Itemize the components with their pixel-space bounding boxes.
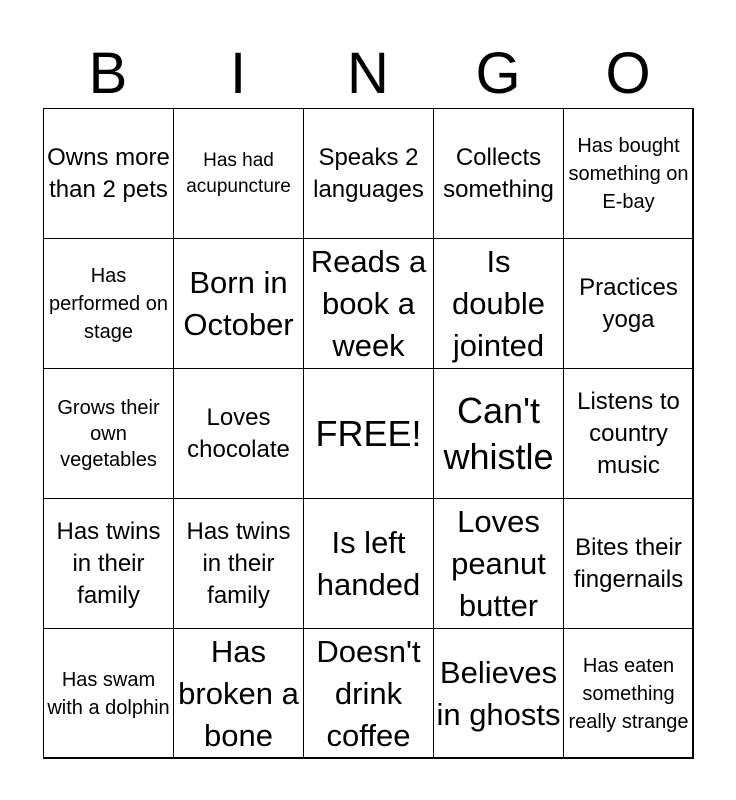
header-letter-o: O xyxy=(605,41,651,106)
bingo-cell-text: Has twins in their family xyxy=(56,517,161,609)
bingo-cell[interactable] xyxy=(43,108,174,239)
bingo-cell[interactable] xyxy=(433,368,564,499)
bingo-cell-text: Has had acupuncture xyxy=(186,149,291,197)
bingo-cell-text: Collects something xyxy=(443,143,554,203)
bingo-cell-text: Grows their own vegetables xyxy=(57,396,160,471)
header-letter-n: N xyxy=(347,41,389,106)
bingo-cell[interactable] xyxy=(303,238,434,369)
header-letter-b: B xyxy=(88,41,128,106)
bingo-cell-text: Listens to country music xyxy=(577,387,680,479)
bingo-cell[interactable] xyxy=(173,368,304,499)
bingo-cell-text: Has bought something on E-bay xyxy=(568,134,689,213)
bingo-cell[interactable] xyxy=(303,628,434,759)
bingo-cell-text: Loves peanut butter xyxy=(451,503,546,623)
bingo-cell-text: Speaks 2 languages xyxy=(313,143,424,203)
bingo-cell-text: Believes in ghosts xyxy=(436,654,561,732)
header-letter-i: I xyxy=(229,41,247,106)
free-space-cell[interactable] xyxy=(303,368,434,499)
bingo-cell-text: Bites their fingernails xyxy=(573,533,684,593)
bingo-cell-text: Has swam with a dolphin xyxy=(47,668,170,719)
bingo-cell[interactable] xyxy=(173,108,304,239)
bingo-cell[interactable] xyxy=(563,368,694,499)
bingo-cell[interactable] xyxy=(173,238,304,369)
bingo-cell[interactable] xyxy=(433,498,564,629)
header-letter-g: G xyxy=(475,41,521,106)
bingo-cell-text: Has performed on stage xyxy=(49,264,168,343)
bingo-cell-text: Doesn't drink coffee xyxy=(316,633,421,753)
bingo-cell[interactable] xyxy=(563,108,694,239)
bingo-cell-text: Practices yoga xyxy=(579,273,678,333)
bingo-cell[interactable] xyxy=(43,368,174,499)
bingo-cell-text: Is left handed xyxy=(316,524,421,602)
bingo-cell[interactable] xyxy=(433,108,564,239)
bingo-cell-text: Is double jointed xyxy=(451,243,546,363)
bingo-header xyxy=(43,40,693,108)
bingo-cell-text: Has eaten something really strange xyxy=(568,654,689,733)
bingo-cell-text: Owns more than 2 pets xyxy=(47,143,170,203)
bingo-cell-text: Loves chocolate xyxy=(187,403,290,463)
bingo-cell-text: Has twins in their family xyxy=(186,517,291,609)
bingo-cell-text: Born in October xyxy=(183,264,294,342)
bingo-cell[interactable] xyxy=(433,238,564,369)
bingo-cell[interactable] xyxy=(303,498,434,629)
bingo-cell[interactable] xyxy=(563,238,694,369)
bingo-grid xyxy=(43,108,693,758)
bingo-cell[interactable] xyxy=(173,628,304,759)
bingo-cell[interactable] xyxy=(173,498,304,629)
bingo-cell-text: Can't whistle xyxy=(443,389,554,477)
bingo-cell-text: Has broken a bone xyxy=(178,633,299,753)
free-space-text: FREE! xyxy=(315,412,422,454)
bingo-cell[interactable] xyxy=(563,498,694,629)
bingo-cell-text: Reads a book a week xyxy=(310,243,427,363)
bingo-cell[interactable] xyxy=(43,628,174,759)
bingo-cell[interactable] xyxy=(43,238,174,369)
bingo-cell[interactable] xyxy=(433,628,564,759)
bingo-cell[interactable] xyxy=(303,108,434,239)
bingo-cell[interactable] xyxy=(563,628,694,759)
bingo-cell[interactable] xyxy=(43,498,174,629)
